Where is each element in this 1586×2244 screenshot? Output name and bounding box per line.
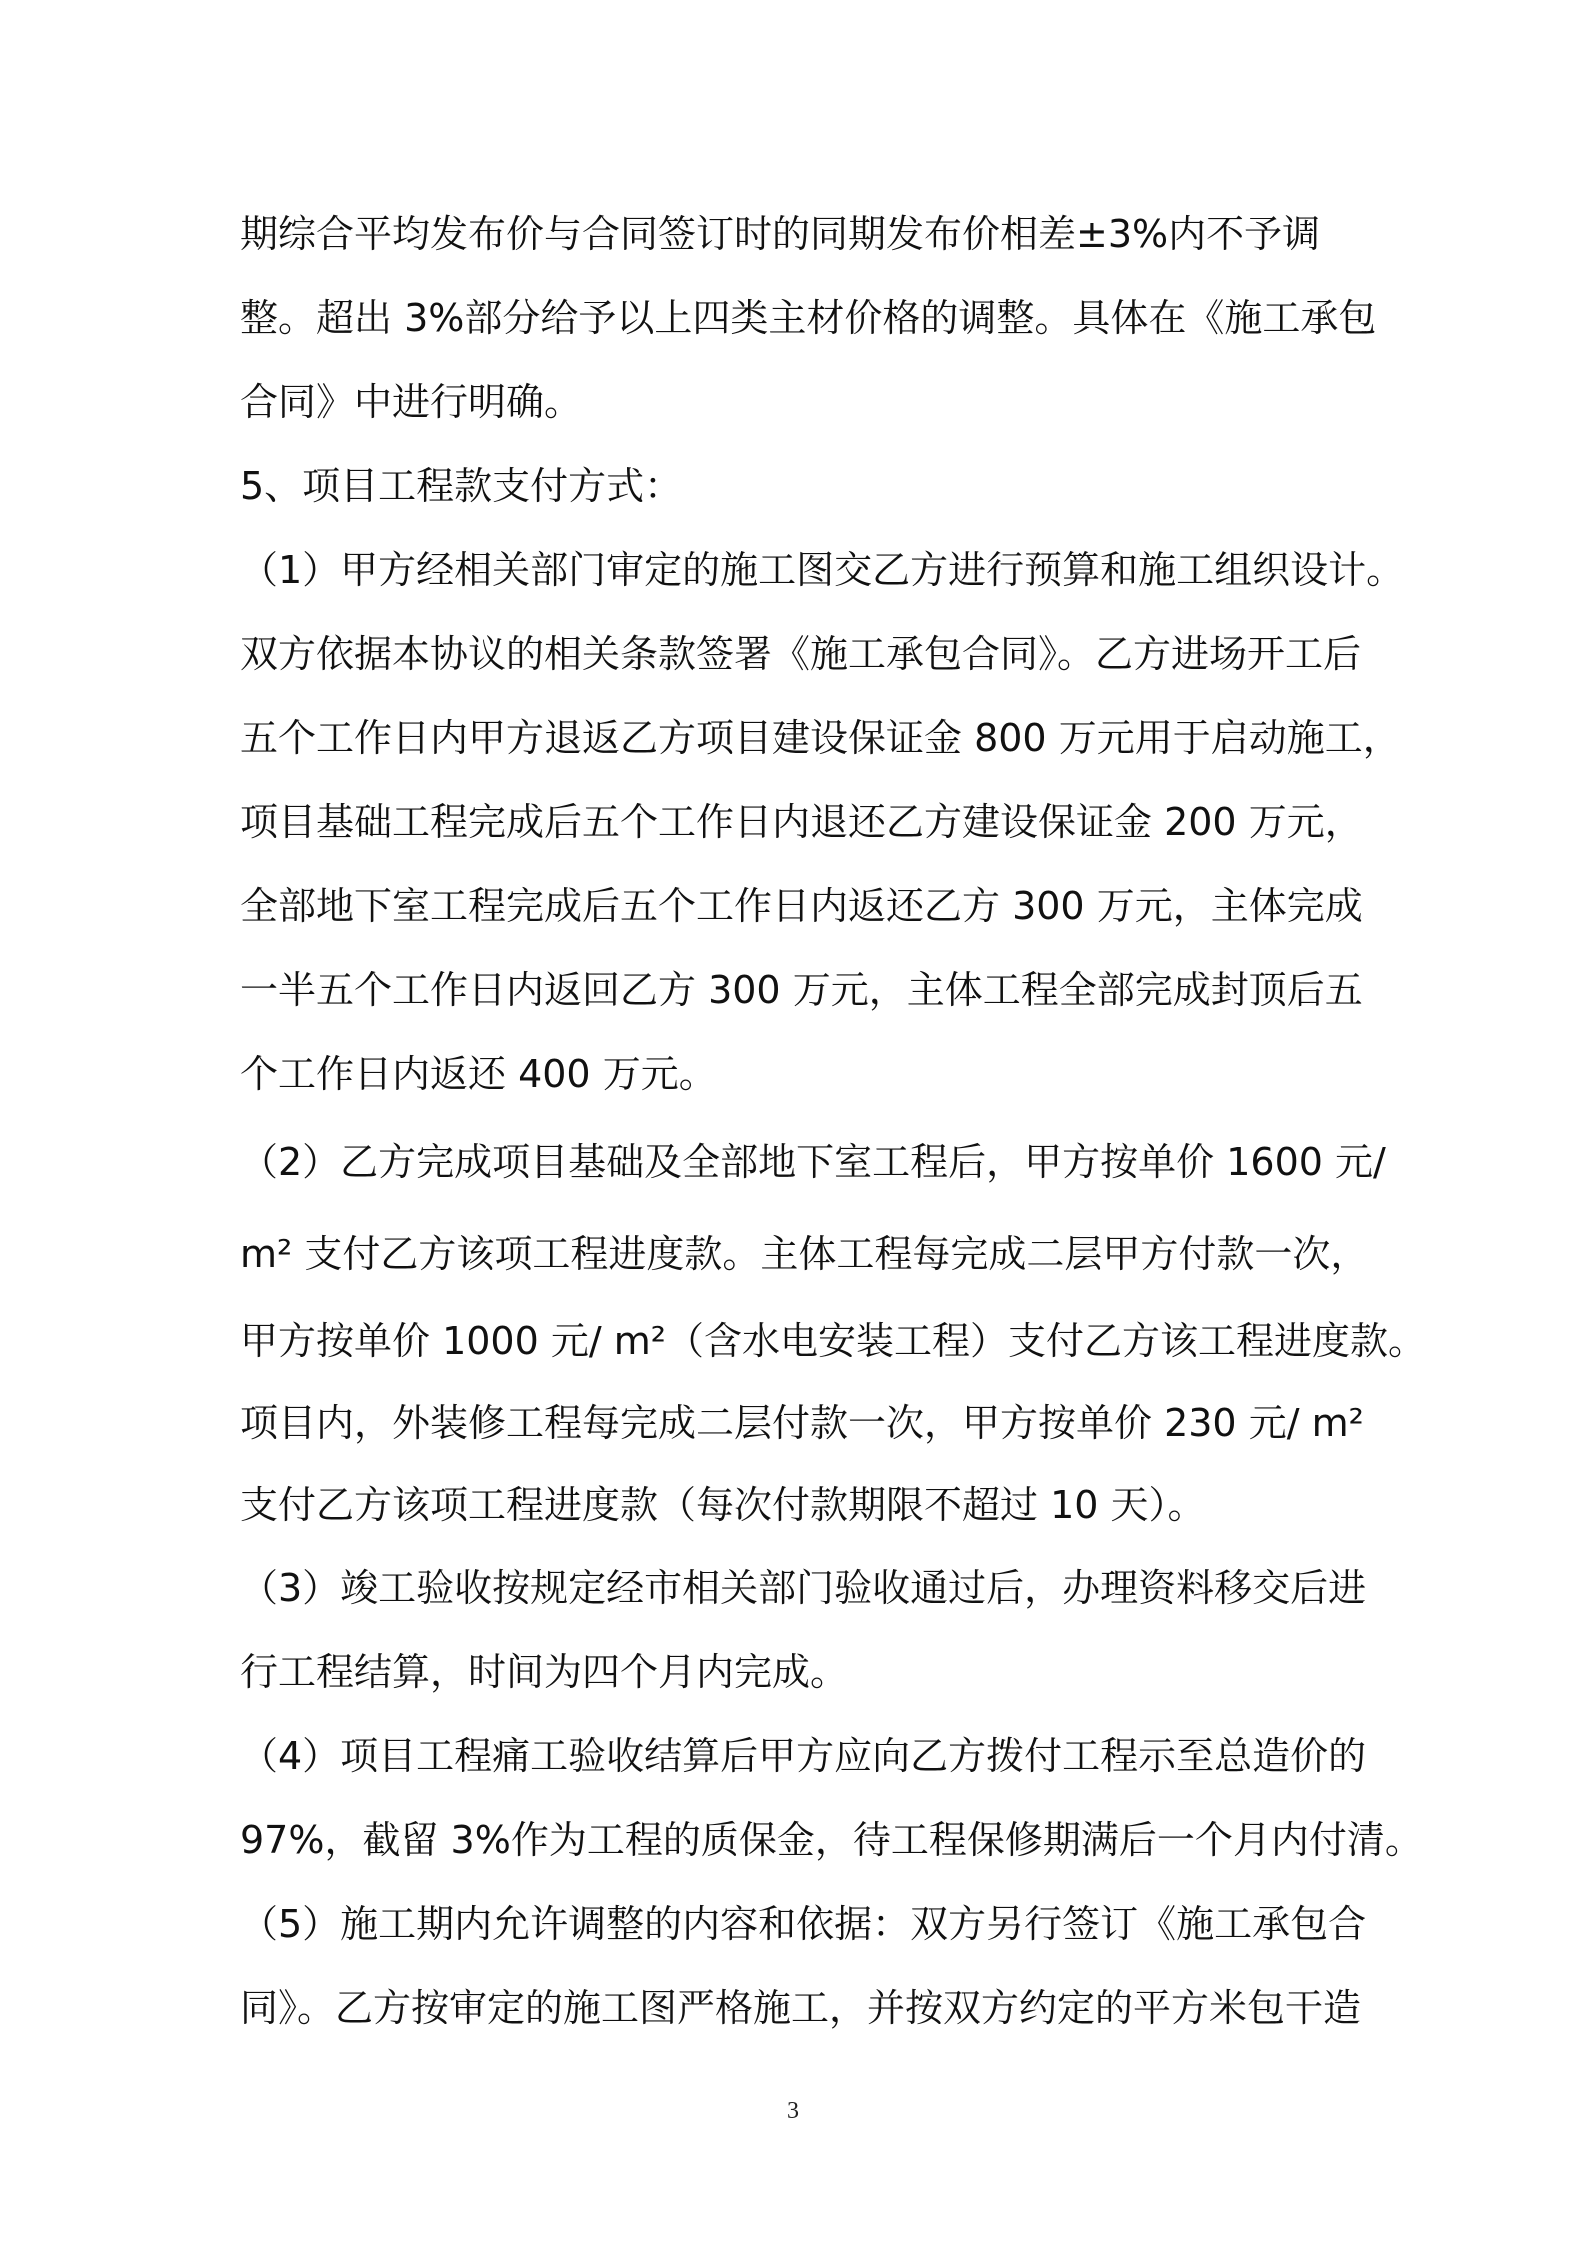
text-line: （3）竣工验收按规定经市相关部门验收通过后，办理资料移交后进 — [240, 1566, 1367, 1610]
text-line: （5）施工期内允许调整的内容和依据：双方另行签订《施工承包合 — [240, 1902, 1367, 1946]
text-line: 整。超出 3%部分给予以上四类主材价格的调整。具体在《施工承包 — [240, 296, 1377, 340]
text-line: 同》。乙方按审定的施工图严格施工，并按双方约定的平方米包干造 — [240, 1986, 1362, 2030]
text-line: 一半五个工作日内返回乙方 300 万元，主体工程全部完成封顶后五 — [240, 968, 1363, 1012]
text-line: 期综合平均发布价与合同签订时的同期发布价相差±3%内不予调 — [240, 212, 1321, 256]
text-line: （4）项目工程痛工验收结算后甲方应向乙方拨付工程示至总造价的 — [240, 1734, 1367, 1778]
text-line: 五个工作日内甲方退返乙方项目建设保证金 800 万元用于启动施工， — [240, 716, 1401, 760]
text-line: 行工程结算，时间为四个月内完成。 — [240, 1650, 849, 1694]
text-line: 全部地下室工程完成后五个工作日内返还乙方 300 万元，主体完成 — [240, 884, 1363, 928]
text-line: 个工作日内返还 400 万元。 — [240, 1052, 717, 1096]
document-body — [240, 192, 1426, 2050]
section-heading: 5、项目工程款支付方式： — [240, 464, 683, 508]
text-line: 合同》中进行明确。 — [240, 380, 583, 424]
text-line: 甲方按单价 1000 元/ m²（含水电安装工程）支付乙方该工程进度款。 — [240, 1319, 1426, 1363]
text-line: m² 支付乙方该项工程进度款。主体工程每完成二层甲方付款一次， — [240, 1232, 1369, 1276]
text-line: 项目内，外装修工程每完成二层付款一次，甲方按单价 230 元/ m² — [240, 1401, 1364, 1445]
page-number: 3 — [787, 2098, 799, 2124]
text-line: 双方依据本协议的相关条款签署《施工承包合同》。乙方进场开工后 — [240, 632, 1362, 676]
text-line: 项目基础工程完成后五个工作日内退还乙方建设保证金 200 万元， — [240, 800, 1363, 844]
text-line: （2）乙方完成项目基础及全部地下室工程后，甲方按单价 1600 元/ — [240, 1140, 1386, 1184]
text-line: 支付乙方该项工程进度款（每次付款期限不超过 10 天）。 — [240, 1483, 1206, 1527]
text-line: 97%，截留 3%作为工程的质保金，待工程保修期满后一个月内付清。 — [240, 1818, 1423, 1862]
text-line: （1）甲方经相关部门审定的施工图交乙方进行预算和施工组织设计。 — [240, 548, 1405, 592]
